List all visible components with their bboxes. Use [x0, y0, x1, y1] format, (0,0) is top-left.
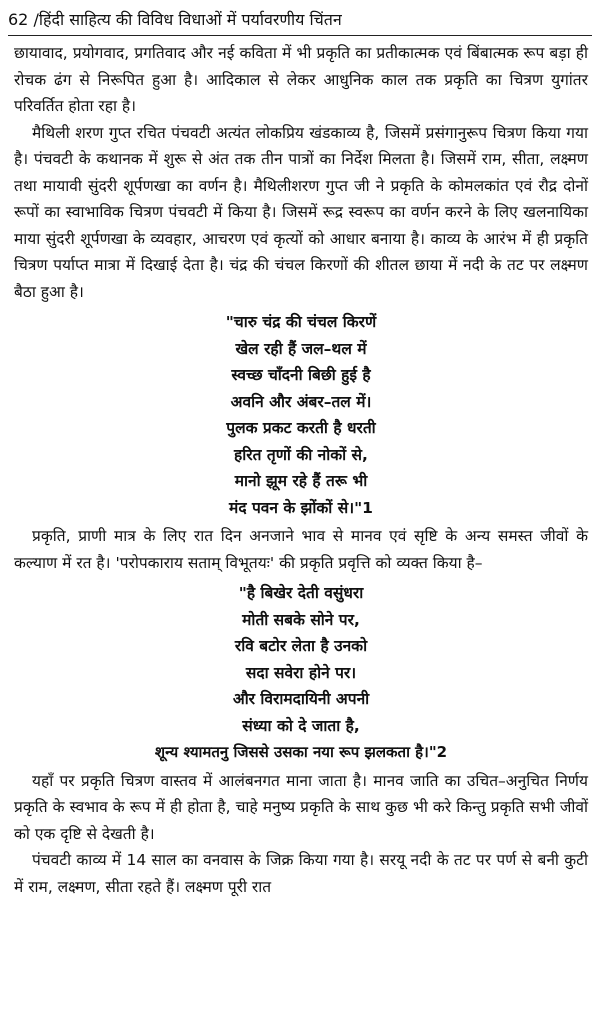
page-header [8, 6, 592, 34]
paragraph-1: छायावाद, प्रयोगवाद, प्रगतिवाद और नई कविता में भी प्रकृति का प्रतीकात्मक एवं बिंबात्मक रूप बड़ा ही रोचक ढंग से निरूपित हुआ है। आदिकाल से लेकर आधुनिक काल तक प्रकृति का चित्रण युगांतर परिवर्तित होता रहा है। [14, 44, 588, 115]
verse-line: सदा सवेरा होने पर। [245, 663, 357, 682]
verse-line: संध्या को दे जाता है, [242, 716, 360, 735]
verse-line: हरित तृणों की नोकों से, [234, 445, 368, 464]
verse-line: अवनि और अंबर–तल में। [230, 392, 372, 411]
page-number: 62 [8, 10, 29, 29]
verse-line: खेल रही हैं जल–थल में [235, 339, 367, 358]
header-divider [8, 35, 592, 36]
paragraph-4: यहाँ पर प्रकृति चित्रण वास्तव में आलंबनगत माना जाता है। मानव जाति का उचित–अनुचित निर्णय प्रकृति के स्वभाव के रूप में ही होता है, चाहे मनुष्य प्रकृति के साथ कुछ भी करे किन्तु प्रकृति सभी जीवों को एक दृष्टि से देखती है। [14, 771, 588, 843]
verse-line: मंद पवन के झोंकों से।"1 [229, 498, 373, 517]
verse-line: शून्य श्यामतनु जिससे उसका नया रूप झलकता है।"2 [154, 743, 448, 761]
verse-line: स्वच्छ चाँदनी बिछी हुई है [231, 366, 371, 384]
paragraph-5: पंचवटी काव्य में 14 साल का वनवास के जिक्र किया गया है। सरयू नदी के तट पर पर्ण से बनी कुटी में राम, लक्ष्मण, सीता रहते हैं। लक्ष्मण पूरी रात [14, 851, 588, 896]
paragraph-3: प्रकृति, प्राणी मात्र के लिए रात दिन अनजाने भाव से मानव एवं सृष्टि के अन्य समस्त जीवों के कल्याण में रत है। 'परोपकाराय सताम् विभूतयः' की प्रकृति प्रवृत्ति को व्यक्त किया है– [14, 527, 588, 572]
verse-quote-2 [14, 580, 588, 766]
verse-line: "चारु चंद्र की चंचल किरणें [225, 313, 377, 331]
verse-quote-1 [14, 309, 588, 521]
verse-line: रवि बटोर लेता है उनको [234, 637, 368, 655]
paragraph-2: मैथिली शरण गुप्त रचित पंचवटी अत्यंत लोकप्रिय खंडकाव्य है, जिसमें प्रसंगानुरूप चित्रण किया गया है। पंचवटी के कथानक में शुरू से अंत तक तीन पात्रों का निर्देश मिलता है। जिसमें राम, सीता, लक्ष्मण तथा मायावी सुंदरी शूर्पणखा का वर्णन है। मैथिलीशरण गुप्त जी ने प्रकृति के कोमलकांत एवं रौद्र दोनों रूपों का स्वाभाविक चित्रण पंचवटी में किया है। जिसमें रूद्र स्वरूप का वर्णन करने के लिए खलनायिका माया सुंदरी शूर्पणखा के व्यवहार, आचरण एवं कृत्यों को आधार बनाया है। काव्य के आरंभ में ही प्रकृति चित्रण पर्याप्त मात्रा में दिखाई देता है। चंद्र की चंचल किरणों की शीतल छाया में नदी के तट पर लक्ष्मण बैठा हुआ है। [14, 123, 588, 301]
verse-line: मानो झूम रहे हैं तरू भी [234, 472, 368, 490]
verse-line: "है बिखेर देती वसुंधरा [238, 584, 364, 602]
verse-line: पुलक प्रकट करती है धरती [226, 419, 376, 437]
verse-line: मोती सबके सोने पर, [242, 610, 360, 629]
running-title: /हिंदी साहित्य की विविध विधाओं में पर्यावरणीय चिंतन [33, 10, 342, 29]
body-text [14, 40, 588, 900]
verse-line: और विरामदायिनी अपनी [232, 690, 370, 708]
